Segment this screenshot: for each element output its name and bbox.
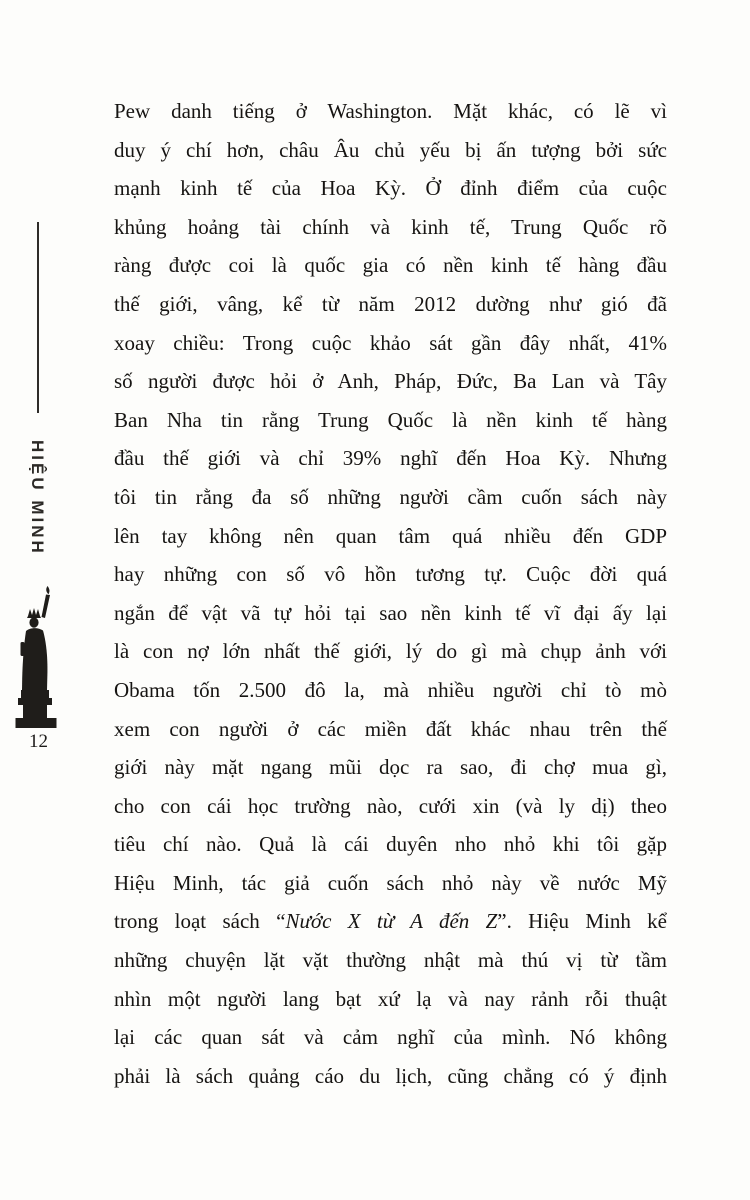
text-line: những chuyện lặt vặt thường nhật mà thú vị từ tầm bbox=[114, 948, 667, 973]
text-line: duy ý chí hơn, châu Âu chủ yếu bị ấn tượng bởi sức bbox=[114, 137, 667, 162]
text-line: ràng được coi là quốc gia có nền kinh tế hàng đầu bbox=[114, 253, 667, 278]
text-line: lên tay không nên quan tâm quá nhiều đến GDP bbox=[114, 523, 667, 548]
text-line: đầu thế giới và chỉ 39% nghĩ đến Hoa Kỳ. Nhưng bbox=[114, 446, 667, 471]
text-segment: trong loạt sách “ bbox=[114, 909, 286, 934]
text-line bbox=[114, 902, 667, 941]
body-text bbox=[114, 92, 667, 1095]
text-line: mạnh kinh tế của Hoa Kỳ. Ở đỉnh điểm của cuộc bbox=[114, 176, 667, 201]
book-series-title: Nước X từ A đến Z bbox=[285, 909, 498, 934]
text-line: xem con người ở các miền đất khác nhau trên thế bbox=[114, 716, 667, 741]
text-line: Pew danh tiếng ở Washington. Mặt khác, có lẽ vì bbox=[114, 99, 667, 123]
text-line: phải là sách quảng cáo du lịch, cũng chẳng có ý định bbox=[114, 1063, 667, 1088]
text-line: Hiệu Minh, tác giả cuốn sách nhỏ này về nước Mỹ bbox=[114, 870, 667, 895]
text-line: tôi tin rằng đa số những người cầm cuốn sách này bbox=[114, 484, 667, 509]
text-line: giới này mặt ngang mũi dọc ra sao, đi chợ mua gì, bbox=[114, 755, 667, 780]
text-line: cho con cái học trường nào, cưới xin (và ly dị) theo bbox=[114, 793, 667, 818]
author-running-head: HIỆU MINH bbox=[28, 440, 47, 556]
page-number: 12 bbox=[29, 731, 48, 752]
text-line: nhìn một người lang bạt xứ lạ và nay rảnh rỗi thuật bbox=[114, 986, 667, 1011]
text-line: lại các quan sát và cảm nghĩ của mình. Nó không bbox=[114, 1025, 667, 1050]
text-line: số người được hỏi ở Anh, Pháp, Đức, Ba Lan và Tây bbox=[114, 369, 667, 394]
text-segment: ”. Hiệu Minh kể bbox=[497, 909, 667, 934]
text-line: là con nợ lớn nhất thế giới, lý do gì mà chụp ảnh với bbox=[114, 639, 667, 664]
text-line: ngắn để vật vã tự hỏi tại sao nền kinh tế vĩ đại ấy lại bbox=[114, 600, 667, 625]
text-line: tiêu chí nào. Quả là cái duyên nho nhỏ khi tôi gặp bbox=[114, 832, 667, 857]
text-line: xoay chiều: Trong cuộc khảo sát gần đây nhất, 41% bbox=[114, 330, 667, 355]
statue-of-liberty-icon bbox=[14, 586, 60, 728]
text-line: Obama tốn 2.500 đô la, mà nhiều người chỉ tò mò bbox=[114, 677, 667, 702]
text-line: khủng hoảng tài chính và kinh tế, Trung Quốc rõ bbox=[114, 214, 667, 239]
text-line: hay những con số vô hồn tương tự. Cuộc đời quá bbox=[114, 562, 667, 587]
text-line: Ban Nha tin rằng Trung Quốc là nền kinh tế hàng bbox=[114, 407, 667, 432]
margin-decorative-rule bbox=[37, 222, 39, 413]
text-line: thế giới, vâng, kể từ năm 2012 dường như gió đã bbox=[114, 291, 667, 316]
